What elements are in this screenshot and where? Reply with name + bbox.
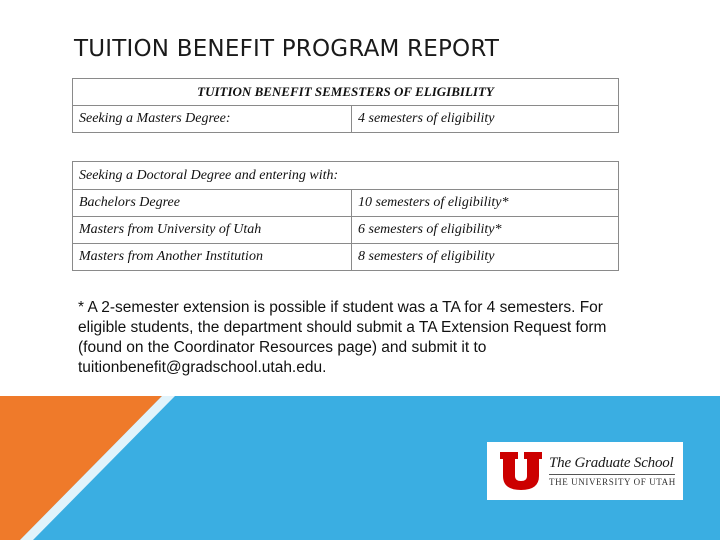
eligibility-table (72, 78, 619, 133)
row-value: 4 semesters of eligibility (352, 106, 619, 133)
table-row (73, 244, 619, 271)
row-value: 10 semesters of eligibility* (352, 190, 619, 217)
slide-title: TUITION BENEFIT PROGRAM REPORT (74, 36, 500, 62)
doctoral-table (72, 161, 619, 271)
row-label: Seeking a Masters Degree: (73, 106, 352, 133)
logo-divider (549, 474, 675, 475)
table-row (73, 190, 619, 217)
row-label: Bachelors Degree (73, 190, 352, 217)
table-header-row (73, 79, 619, 106)
table-row (73, 217, 619, 244)
row-label: Masters from Another Institution (73, 244, 352, 271)
row-label: Masters from University of Utah (73, 217, 352, 244)
row-value: 8 semesters of eligibility (352, 244, 619, 271)
row-value: 6 semesters of eligibility* (352, 217, 619, 244)
table-header: TUITION BENEFIT SEMESTERS OF ELIGIBILITY (73, 79, 619, 106)
table-subheader: Seeking a Doctoral Degree and entering with: (73, 162, 619, 190)
block-u-icon (498, 448, 544, 494)
logo-line1: The Graduate School (549, 455, 674, 471)
footnote-text: * A 2-semester extension is possible if student was a TA for 4 semesters. For eligible students, the department should submit a TA Extension Request form (found on the Coordinator Resources page) and submit it to tuitionbenefit@gradschool.utah.edu. (78, 299, 607, 376)
table-row (73, 106, 619, 133)
table-header-row (73, 162, 619, 190)
logo-line2: THE UNIVERSITY OF UTAH (549, 477, 676, 487)
